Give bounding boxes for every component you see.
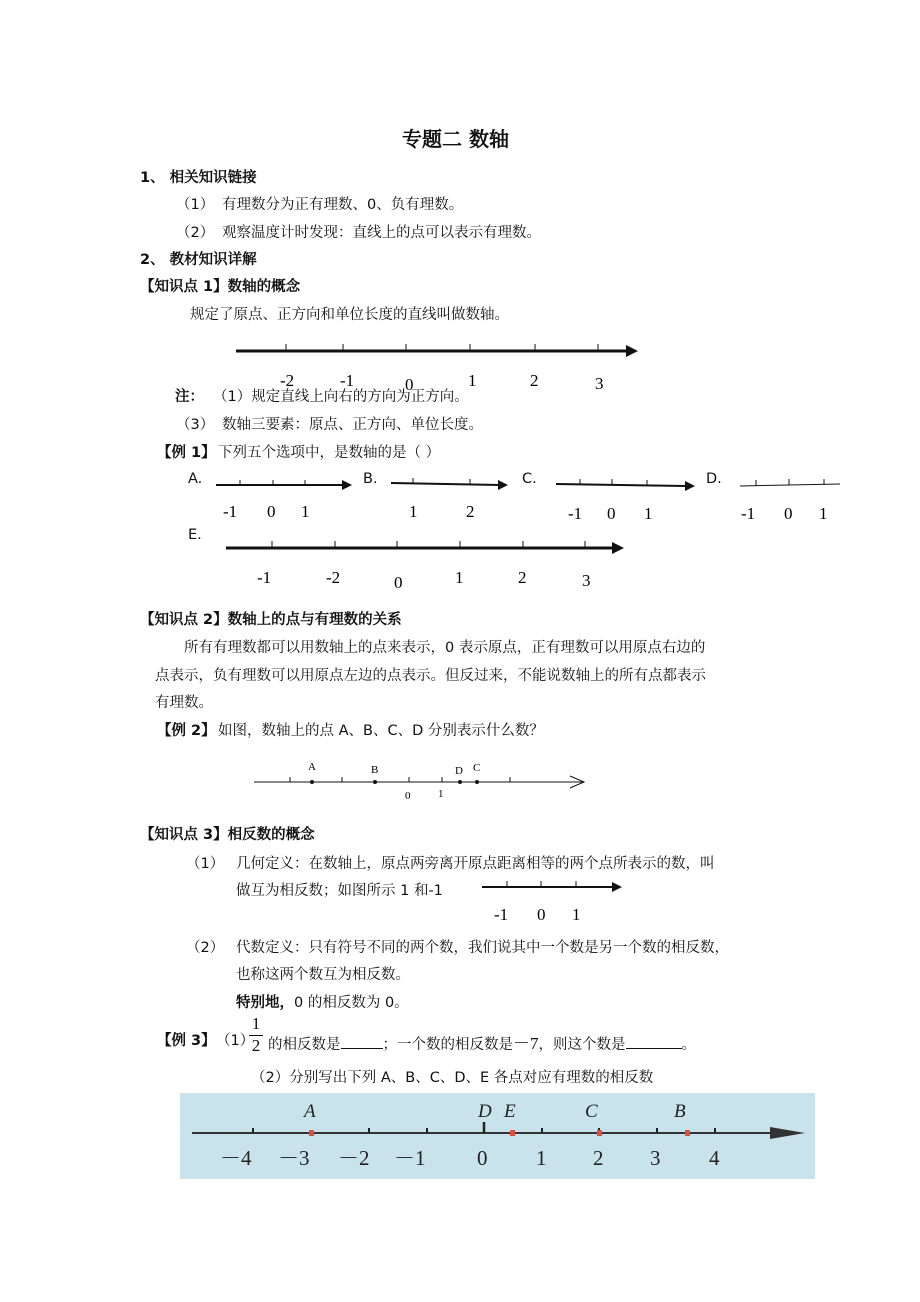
diagram-tick: 1 <box>536 1146 547 1170</box>
point-c-marker <box>597 1130 602 1136</box>
point-d-label: D <box>455 765 463 777</box>
example-3-part-1-num: （1） <box>216 1033 255 1049</box>
option-d-label: -1 <box>741 504 756 523</box>
kp1-axis-label: -2 <box>280 371 295 390</box>
option-b-label: 2 <box>466 502 475 521</box>
option-b-label: 1 <box>409 502 418 521</box>
option-a-axis <box>210 474 360 524</box>
point-b-dot <box>373 780 377 784</box>
kp1-axis-label: 1 <box>468 371 477 390</box>
diagram-background <box>180 1093 815 1179</box>
note-3-text: 数轴三要素：原点、正方向、单位长度。 <box>222 417 483 433</box>
kp2-line-2: 点表示，负有理数可以用原点左边的点表示。但反过来，不能说数轴上的所有点都表示 <box>155 668 706 684</box>
option-a-label: 1 <box>301 502 310 521</box>
option-e-label: -1 <box>257 568 272 587</box>
answer-blank-2[interactable] <box>626 1034 682 1049</box>
diagram-tick: 0 <box>477 1146 488 1170</box>
option-c-label: -1 <box>568 504 583 523</box>
example-2-question: 如图，数轴上的点 A、B、C、D 分别表示什么数？ <box>218 723 544 739</box>
option-e-axis <box>222 537 632 593</box>
diagram-point-d: D <box>478 1101 492 1122</box>
kp2-heading: 【知识点 2】数轴上的点与有理数的关系 <box>140 612 402 628</box>
diagram-tick: －1 <box>394 1146 426 1170</box>
option-e-letter: E. <box>188 527 202 543</box>
option-d-letter: D. <box>706 471 722 487</box>
option-a-label: -1 <box>223 502 238 521</box>
kp3-axis-label: 0 <box>537 905 546 924</box>
s1-item-2-num: （2） <box>176 225 215 241</box>
fraction-denominator: 2 <box>251 1036 261 1055</box>
ex3-text-b: ；一个数的相反数是 <box>382 1037 513 1053</box>
note-1: （1）规定直线上向右的方向为正方向。 <box>213 389 469 405</box>
option-d-axis <box>738 474 843 524</box>
diagram-point-a: A <box>304 1101 316 1122</box>
kp3-item-1-num: （1） <box>186 856 225 872</box>
option-c-letter: C. <box>522 471 537 487</box>
kp1-axis-label: -1 <box>340 371 355 390</box>
diagram-tick: －3 <box>278 1146 310 1170</box>
option-d-label: 1 <box>819 504 828 523</box>
option-e-label: 2 <box>518 568 527 587</box>
example-1-question: 下列五个选项中，是数轴的是（ ） <box>218 445 441 461</box>
diagram-tick: 2 <box>593 1146 604 1170</box>
page-title: 专题二 数轴 <box>402 127 509 151</box>
point-b-label: B <box>371 764 379 776</box>
diagram-tick: －4 <box>220 1146 252 1170</box>
kp1-heading: 【知识点 1】数轴的概念 <box>140 279 301 295</box>
ex3-text-end: 。 <box>681 1037 696 1053</box>
point-d-dot <box>458 780 462 784</box>
answer-blank-1[interactable] <box>341 1034 383 1049</box>
fraction-numerator: 1 <box>251 1014 261 1033</box>
option-b-axis <box>385 474 515 524</box>
kp3-special-note <box>236 991 409 1012</box>
kp3-mini-axis <box>480 878 630 926</box>
option-e-label: 1 <box>455 568 464 587</box>
option-e-label: -2 <box>326 568 341 587</box>
kp3-heading: 【知识点 3】相反数的概念 <box>140 827 315 843</box>
example-3-part-1-text <box>268 1029 696 1054</box>
option-a-letter: A. <box>188 471 203 487</box>
kp1-axis-label: 2 <box>530 371 539 390</box>
option-e-label: 0 <box>394 573 403 592</box>
s1-item-1-num: （1） <box>176 197 215 213</box>
kp3-item-1-line-2: 做互为相反数；如图所示 1 和-1 <box>236 883 443 899</box>
kp3-special-bold: 特别地， <box>236 995 294 1011</box>
kp2-line-1: 所有有理数都可以用数轴上的点来表示，0 表示原点，正有理数可以用原点右边的 <box>184 640 706 656</box>
tick-label-1: 1 <box>438 788 444 800</box>
ex3-value: －7 <box>513 1034 539 1053</box>
point-c-label: C <box>473 762 481 774</box>
option-c-label: 1 <box>644 504 653 523</box>
kp3-axis-label: 1 <box>572 905 581 924</box>
example-3-part-2: （2）分别写出下列 A、B、C、D、E 各点对应有理数的相反数 <box>251 1070 654 1086</box>
option-a-label: 0 <box>267 502 276 521</box>
kp3-special-rest: 0 的相反数为 0。 <box>294 995 409 1011</box>
option-c-label: 0 <box>607 504 616 523</box>
s1-item-2-text: 观察温度计时发现：直线上的点可以表示有理数。 <box>222 225 541 241</box>
diagram-tick: －2 <box>338 1146 370 1170</box>
diagram-tick: 3 <box>650 1146 661 1170</box>
kp2-line-3: 有理数。 <box>155 695 213 711</box>
tick-label-0: 0 <box>405 790 411 802</box>
ex3-text-c: ，则这个数是 <box>538 1037 626 1053</box>
point-e-marker <box>510 1130 515 1136</box>
section-2-heading: 2、 教材知识详解 <box>140 252 257 268</box>
diagram-point-e: E <box>504 1101 516 1122</box>
kp3-item-2-num: （2） <box>186 940 225 956</box>
kp3-axis-label: -1 <box>494 905 509 924</box>
diagram-point-b: B <box>674 1101 686 1122</box>
kp3-item-1-line-1: 几何定义：在数轴上，原点两旁离开原点距离相等的两个点所表示的数，叫 <box>236 856 715 872</box>
point-c-dot <box>475 780 479 784</box>
example-2-number-line <box>252 758 592 804</box>
diagram-tick: 4 <box>709 1146 720 1170</box>
option-c-axis <box>552 474 707 524</box>
kp3-item-2-line-2: 也称这两个数互为相反数。 <box>236 967 410 983</box>
note-label: 注： <box>175 389 204 405</box>
fraction-half <box>249 1015 263 1055</box>
example-2-label: 【例 2】 <box>157 723 216 739</box>
example-1-label: 【例 1】 <box>157 445 216 461</box>
example-3-label: 【例 3】 <box>157 1033 216 1049</box>
point-a-marker <box>309 1130 314 1136</box>
point-a-label: A <box>308 761 316 773</box>
point-a-dot <box>310 780 314 784</box>
diagram-point-c: C <box>585 1101 598 1122</box>
example-3-diagram <box>180 1093 815 1179</box>
point-b-marker <box>685 1130 690 1136</box>
kp3-item-2-line-1: 代数定义：只有符号不同的两个数，我们说其中一个数是另一个数的相反数， <box>236 940 729 956</box>
section-1-heading: 1、 相关知识链接 <box>140 170 257 186</box>
kp1-axis-label: 0 <box>405 375 414 394</box>
ex3-text-a: 的相反数是 <box>268 1037 341 1053</box>
option-b-letter: B. <box>363 471 378 487</box>
kp1-definition: 规定了原点、正方向和单位长度的直线叫做数轴。 <box>190 307 509 323</box>
s1-item-1-text: 有理数分为正有理数、0、负有理数。 <box>222 197 464 213</box>
note-3-num: （3） <box>176 417 215 433</box>
kp1-axis-label: 3 <box>595 374 604 393</box>
option-e-label: 3 <box>582 571 591 590</box>
option-d-label: 0 <box>784 504 793 523</box>
